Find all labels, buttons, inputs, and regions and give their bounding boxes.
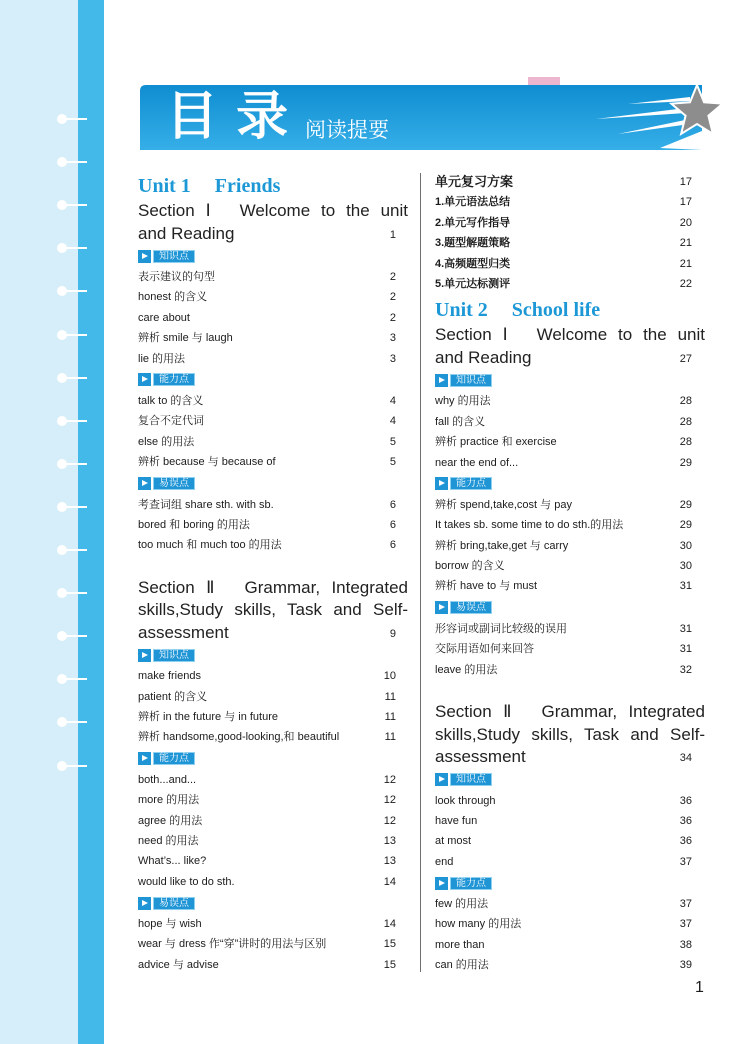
section-title-line [138,223,408,246]
category-label: 能力点 [153,752,195,765]
section-title-text: and Reading [435,347,532,367]
toc-entry [435,639,705,659]
toc-entry-text: 辨析 in the future 与 in future [138,710,279,723]
toc-entry-text: 复合不定代词 [138,415,204,428]
section-title-text: Welcome to the unit [536,325,705,345]
section-title-text: Grammar, Integrated [244,577,408,597]
toc-entry-text: need 的用法 [138,834,199,847]
toc-entry-text: talk to 的含义 [138,394,204,407]
section-block [435,324,705,680]
page-number: 20 [679,216,692,229]
toc-entry-text: 辨析 have to 与 must [435,580,538,593]
toc-entry [435,495,705,515]
toc-entry-text: 辨析 bring,take,get 与 carry [435,539,569,552]
page-title: 目 录 [166,87,289,147]
toc-entry-text: how many 的用法 [435,918,522,931]
page-number: 9 [389,627,396,640]
category-badge [435,473,705,495]
binding-ring [57,286,87,296]
toc-entry [435,576,705,596]
page-number: 3 [389,332,396,345]
section-title-text: skills,Study skills, Task and Self- [435,724,705,744]
toc-entry [435,852,705,872]
toc-entry [435,412,705,432]
category-label: 易误点 [153,897,195,910]
toc-entry [138,770,408,790]
unit-label: Unit 2 [435,299,488,322]
toc-entry-text: at most [435,835,472,848]
toc-entry-text: make friends [138,670,201,683]
page-number: 31 [679,622,692,635]
page-number: 17 [679,176,692,188]
review-title-row [435,172,705,192]
play-triangle-icon [138,477,151,490]
toc-entry-text: few 的用法 [435,898,489,911]
toc-entry [138,432,408,452]
play-triangle-icon [138,649,151,662]
page-number: 13 [383,855,396,868]
page-number: 3 [389,352,396,365]
binding-ring [57,631,87,641]
page-number: 14 [383,875,396,888]
toc-entry-text: more than [435,938,485,951]
page-number: 6 [389,498,396,511]
category-label: 知识点 [450,374,492,387]
binding-ring [57,761,87,771]
play-triangle-icon [435,773,448,786]
binding-ring [57,416,87,426]
section-title-line [138,599,408,622]
category-label: 知识点 [153,250,195,263]
toc-entry [138,308,408,328]
section-title-text: skills,Study skills, Task and Self- [138,600,408,620]
page-number: 15 [383,938,396,951]
page-number: 4 [389,415,396,428]
binding-ring [57,243,87,253]
play-triangle-icon [138,752,151,765]
page-number: 29 [679,498,692,511]
page-number: 27 [679,352,692,365]
play-triangle-icon [138,897,151,910]
toc-column-left [138,172,408,975]
page-number: 21 [679,237,692,250]
toc-entry [435,213,705,233]
page-number: 31 [679,643,692,656]
section-title-line [435,724,705,747]
toc-entry [138,495,408,515]
category-badge [435,872,705,894]
binding-ring [57,459,87,469]
toc-entry [138,934,408,954]
page-number: 5 [389,435,396,448]
toc-entry-text: 交际用语如何来回答 [435,643,534,656]
page-number: 30 [679,539,692,552]
page-number: 11 [384,710,396,723]
page-number: 15 [383,958,396,971]
section-label: Section Ⅱ [435,702,519,722]
toc-entry [138,391,408,411]
section-label: Section Ⅰ [138,201,217,220]
binding-ring [57,717,87,727]
page-number: 36 [679,835,692,848]
category-label: 易误点 [450,601,492,614]
toc-entry-text: too much 和 much too 的用法 [138,539,282,552]
category-badge [138,369,408,391]
toc-entry-text: 形容词或副词比较级的误用 [435,622,567,635]
toc-column-right [435,172,705,976]
toc-entry-text: 辨析 practice 和 exercise [435,436,557,449]
toc-entry [435,556,705,576]
page-number: 11 [384,690,396,703]
page-number: 13 [383,834,396,847]
toc-entry-text: more 的用法 [138,794,200,807]
category-label: 能力点 [450,877,492,890]
category-label: 能力点 [450,477,492,490]
page-number: 12 [383,814,396,827]
toc-entry [138,707,408,727]
toc-entry [138,267,408,287]
section-title-text: Grammar, Integrated [541,702,705,722]
toc-entry-text: hope 与 wish [138,918,202,931]
toc-entry [435,536,705,556]
binding-ring [57,330,87,340]
binding-ring [57,674,87,684]
category-badge [138,473,408,495]
page-number: 37 [679,898,692,911]
category-badge [435,369,705,391]
binding-ring [57,373,87,383]
toc-entry-text: lie 的用法 [138,352,186,365]
toc-entry [435,811,705,831]
header-banner [0,0,750,170]
toc-entry [435,914,705,934]
toc-entry [435,515,705,535]
toc-entry-text: bored 和 boring 的用法 [138,518,250,531]
toc-entry [435,254,705,274]
column-divider [420,173,421,972]
toc-entry [138,515,408,535]
play-triangle-icon [435,374,448,387]
page-number: 28 [679,395,692,408]
page-number: 11 [384,731,396,744]
toc-entry [138,349,408,369]
category-label: 易误点 [153,477,195,490]
unit-label: Unit 1 [138,175,191,197]
toc-entry-text: end [435,855,454,868]
section-block [138,200,408,556]
binding-ring [57,200,87,210]
page-number: 12 [383,773,396,786]
page-number: 36 [679,814,692,827]
toc-entry [138,914,408,934]
page-number: 34 [679,752,692,765]
page-number: 5 [389,456,396,469]
section-title-text: assessment [138,622,229,642]
category-badge [138,644,408,666]
page-number: 4 [389,394,396,407]
section-title-line [138,200,408,223]
review-title: 单元复习方案 [435,174,514,189]
page-number: 37 [679,918,692,931]
section-block [138,577,408,976]
toc-entry-text: 辨析 because 与 because of [138,456,276,469]
toc-entry [138,831,408,851]
toc-entry [435,233,705,253]
toc-entry [435,192,705,212]
toc-entry-text: near the end of... [435,456,519,469]
page-number: 21 [679,257,692,270]
toc-entry-text: both...and... [138,773,197,786]
toc-entry-text: 辨析 handsome,good-looking,和 beautiful [138,731,340,744]
toc-entry [138,811,408,831]
binding-ring [57,545,87,555]
toc-entry-text: agree 的用法 [138,814,203,827]
toc-entry-text: else 的用法 [138,435,195,448]
category-label: 能力点 [153,373,195,386]
category-label: 知识点 [450,773,492,786]
toc-entry [435,432,705,452]
toc-entry-text: advice 与 advise [138,958,219,971]
section-title-line [138,622,408,645]
page-number: 31 [679,580,692,593]
category-badge [138,892,408,914]
toc-entry [138,666,408,686]
page-number: 1 [389,228,396,241]
page-number: 6 [389,518,396,531]
category-badge [435,597,705,619]
toc-entry-text: 表示建议的句型 [138,271,215,283]
toc-entry [435,791,705,811]
section-label: Section Ⅰ [435,325,514,345]
section-title-line [435,701,705,724]
toc-entry-text: wear 与 dress 作“穿”讲时的用法与区别 [138,938,327,951]
category-badge [138,748,408,770]
toc-entry-text: care about [138,311,190,324]
toc-entry-text: 辨析 spend,take,cost 与 pay [435,498,572,511]
toc-entry-text: 4.高频题型归类 [435,257,511,270]
toc-entry-text: 辨析 smile 与 laugh [138,332,233,345]
page-number: 2 [389,291,396,304]
page-number: 39 [679,959,692,972]
play-triangle-icon [138,250,151,263]
toc-entry-text: can 的用法 [435,959,489,972]
toc-entry [435,935,705,955]
play-triangle-icon [435,877,448,890]
binding-ring [57,588,87,598]
toc-entry [435,391,705,411]
page-number: 29 [679,519,692,532]
footer-page-number: 1 [695,979,704,996]
page-number: 36 [679,794,692,807]
toc-entry-text: fall 的含义 [435,415,486,428]
page-number: 12 [383,794,396,807]
unit-heading [138,172,408,200]
section-block [435,701,705,976]
unit-name: Friends [214,175,281,197]
section-title-line [435,746,705,769]
toc-entry-text: 2.单元写作指导 [435,216,511,229]
toc-entry-text: have fun [435,814,478,827]
toc-entry-text: 1.单元语法总结 [435,196,511,209]
page-subtitle: 阅读提要 [305,119,389,142]
binding-ring [57,502,87,512]
toc-entry-text: honest 的含义 [138,291,208,304]
toc-entry [435,660,705,680]
page-number: 30 [679,560,692,573]
toc-entry-text: 考查词组 share sth. with sb. [138,498,274,511]
section-title-line [435,347,705,370]
toc-entry [138,727,408,747]
toc-entry-text: would like to do sth. [138,875,235,888]
banner-tab [528,77,560,86]
toc-entry [435,955,705,975]
page-number: 10 [383,670,396,683]
toc-entry [138,287,408,307]
toc-entry [138,411,408,431]
toc-entry [138,790,408,810]
play-triangle-icon [138,373,151,386]
page-number: 32 [679,663,692,676]
page-number: 22 [679,277,692,290]
page-number: 17 [679,196,692,209]
toc-entry [138,535,408,555]
toc-entry [435,831,705,851]
section-title-line [435,324,705,347]
toc-entry [138,687,408,707]
toc-entry-text: 3.题型解题策略 [435,237,511,250]
toc-entry [138,328,408,348]
page-number: 6 [389,539,396,552]
play-triangle-icon [435,601,448,614]
toc-entry [435,894,705,914]
toc-entry [435,453,705,473]
category-badge [138,245,408,267]
page-number: 38 [679,938,692,951]
section-title-text: Welcome to the unit [239,201,408,220]
toc-entry-text: why 的用法 [435,395,491,408]
toc-entry-text: patient 的含义 [138,690,208,703]
toc-entry-text: What’s... like? [138,855,207,868]
toc-entry-text: leave 的用法 [435,663,498,676]
unit-heading [435,296,705,324]
toc-entry [435,619,705,639]
section-title-text: assessment [435,747,526,767]
section-title-line [138,577,408,600]
page-number: 2 [389,271,396,283]
page-number: 29 [679,456,692,469]
toc-entry [138,452,408,472]
page-number: 14 [383,918,396,931]
section-title-text: and Reading [138,223,235,243]
play-triangle-icon [435,477,448,490]
toc-entry [138,851,408,871]
page-number: 28 [679,436,692,449]
toc-entry [435,274,705,294]
unit-name: School life [511,299,601,322]
toc-entry-text: 5.单元达标测评 [435,277,511,290]
toc-entry-text: look through [435,794,496,807]
page-number: 37 [679,855,692,868]
page-number: 2 [389,311,396,324]
page-number: 28 [679,415,692,428]
section-label: Section Ⅱ [138,577,222,597]
review-block [435,172,705,294]
category-label: 知识点 [153,649,195,662]
toc-entry-text: borrow 的含义 [435,560,505,573]
category-badge [435,769,705,791]
toc-entry [138,872,408,892]
toc-entry [138,955,408,975]
toc-entry-text: It takes sb. some time to do sth.的用法 [435,519,624,532]
